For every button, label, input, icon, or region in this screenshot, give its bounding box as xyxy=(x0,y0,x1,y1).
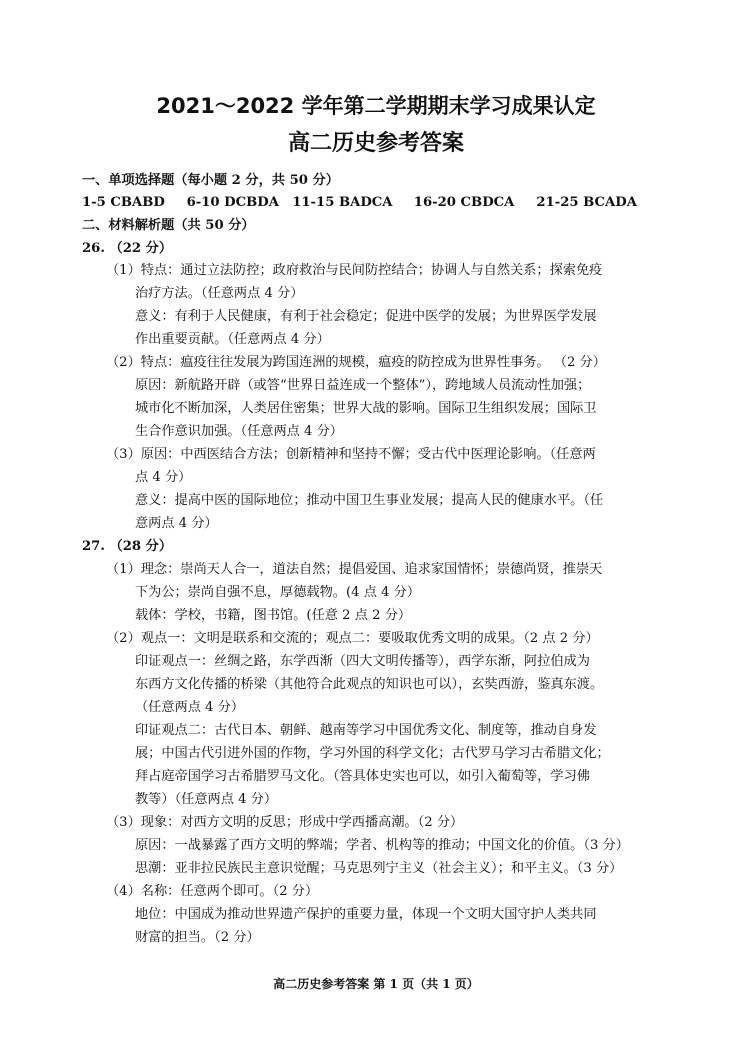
q27-part1-line: 下为公；崇尚自强不息，厚德载物。(4 点 4 分） xyxy=(135,585,421,600)
answer-group-2: 6-10 DCBDA xyxy=(186,195,279,210)
q27-part3-line: 原因：一战暴露了西方文明的弊端；学者、机构等的推动；中国文化的价值。（3 分） xyxy=(135,838,629,853)
answer-group-5: 21-25 BCADA xyxy=(536,195,637,210)
q26-part3-line: （3）原因：中西医结合方法；创新精神和坚持不懈；受古代中医理论影响。（任意两 xyxy=(106,447,596,462)
q27-part1-line: 载体：学校，书籍，图书馆。(任意 2 点 2 分） xyxy=(135,608,412,623)
q26-heading: 26. （22 分） xyxy=(82,241,173,256)
q27-part2-line: 拜占庭帝国学习古希腊罗马文化。（答具体史实也可以，如引入葡萄等，学习佛 xyxy=(135,769,590,784)
q27-part2-line: 印证观点二：古代日本、朝鲜、越南等学习中国优秀文化、制度等，推动自身发 xyxy=(135,723,597,738)
q27-part2-line: 印证观点一：丝绸之路，东学西渐（四大文明传播等），西学东渐，阿拉伯成为 xyxy=(135,654,590,669)
q26-part1-line: 治疗方法。（任意两点 4 分） xyxy=(135,286,304,301)
q27-part4-line: （4）名称：任意两个即可。（2 分） xyxy=(106,884,319,899)
q26-part2-line: （2）特点：瘟疫往往发展为跨国连洲的规模，瘟疫的防控成为世界性事务。 （2 分） xyxy=(106,355,606,370)
q26-part2-line: 城市化不断加深，人类居住密集；世界大战的影响。国际卫生组织发展；国际卫 xyxy=(135,401,597,416)
q26-part2-line: 生合作意识加强。（任意两点 4 分） xyxy=(135,424,343,439)
q26-part1-line: （1）特点：通过立法防控；政府救治与民间防控结合；协调人与自然关系；探索免疫 xyxy=(106,263,603,278)
q27-part1-line: （1）理念：崇尚天人合一，道法自然；提倡爱国、追求家国情怀；崇德尚贤，推崇天 xyxy=(106,562,603,577)
document-subtitle: 高二历史参考答案 xyxy=(287,131,464,156)
q27-part4-line: 地位：中国成为推动世界遗产保护的重要力量，体现一个文明大国守护人类共同 xyxy=(135,907,597,922)
q26-part1-line: 作出重要贡献。（任意两点 4 分） xyxy=(135,332,330,347)
answer-group-1: 1-5 CBABD xyxy=(82,195,165,210)
q27-heading: 27. （28 分） xyxy=(82,539,173,554)
q27-part2-line: 展；中国古代引进外国的作物，学习外国的科学文化；古代罗马学习古希腊文化； xyxy=(135,746,610,761)
q26-part3-line: 意义：提高中医的国际地位；推动中国卫生事业发展；提高人民的健康水平。（任 xyxy=(135,493,604,508)
answer-group-3: 11-15 BADCA xyxy=(292,195,393,210)
q27-part3-line: 思潮：亚非拉民族民主意识觉醒；马克思列宁主义（社会主义）；和平主义。（3 分） xyxy=(135,861,623,876)
q27-part2-line: 教等）（任意两点 4 分） xyxy=(135,792,278,807)
q26-part1-line: 意义：有利于人民健康，有利于社会稳定；促进中医学的发展；为世界医学发展 xyxy=(135,309,597,324)
answer-group-4: 16-20 CBDCA xyxy=(413,195,515,210)
q26-part3-line: 意两点 4 分） xyxy=(135,516,218,531)
section2-heading: 二、材料解析题（共 50 分） xyxy=(82,218,255,233)
document-title: 2021～2022 学年第二学期期末学习成果认定 xyxy=(156,94,596,118)
q27-part4-line: 财富的担当。（2 分） xyxy=(135,930,260,945)
q27-part2-line: （任意两点 4 分） xyxy=(135,700,245,715)
q27-part3-line: （3）现象：对西方文明的反思；形成中学西播高潮。（2 分） xyxy=(106,815,464,830)
page-footer: 高二历史参考答案 第 1 页（共 1 页） xyxy=(273,977,479,991)
q26-part3-line: 点 4 分） xyxy=(135,470,192,485)
answer-key-row xyxy=(82,192,637,214)
q27-part2-line: 东西方文化传播的桥梁（其他符合此观点的知识也可以），玄奘西游，鉴真东渡。 xyxy=(135,677,604,692)
q27-part2-line: （2）观点一：文明是联系和交流的；观点二：要吸取优秀文明的成果。（2 点 2 分） xyxy=(106,631,599,646)
q26-part2-line: 原因：新航路开辟（或答“世界日益连成一个整体”），跨地域人员流动性加强； xyxy=(135,378,591,393)
section1-heading: 一、单项选择题（每小题 2 分，共 50 分） xyxy=(82,173,339,188)
